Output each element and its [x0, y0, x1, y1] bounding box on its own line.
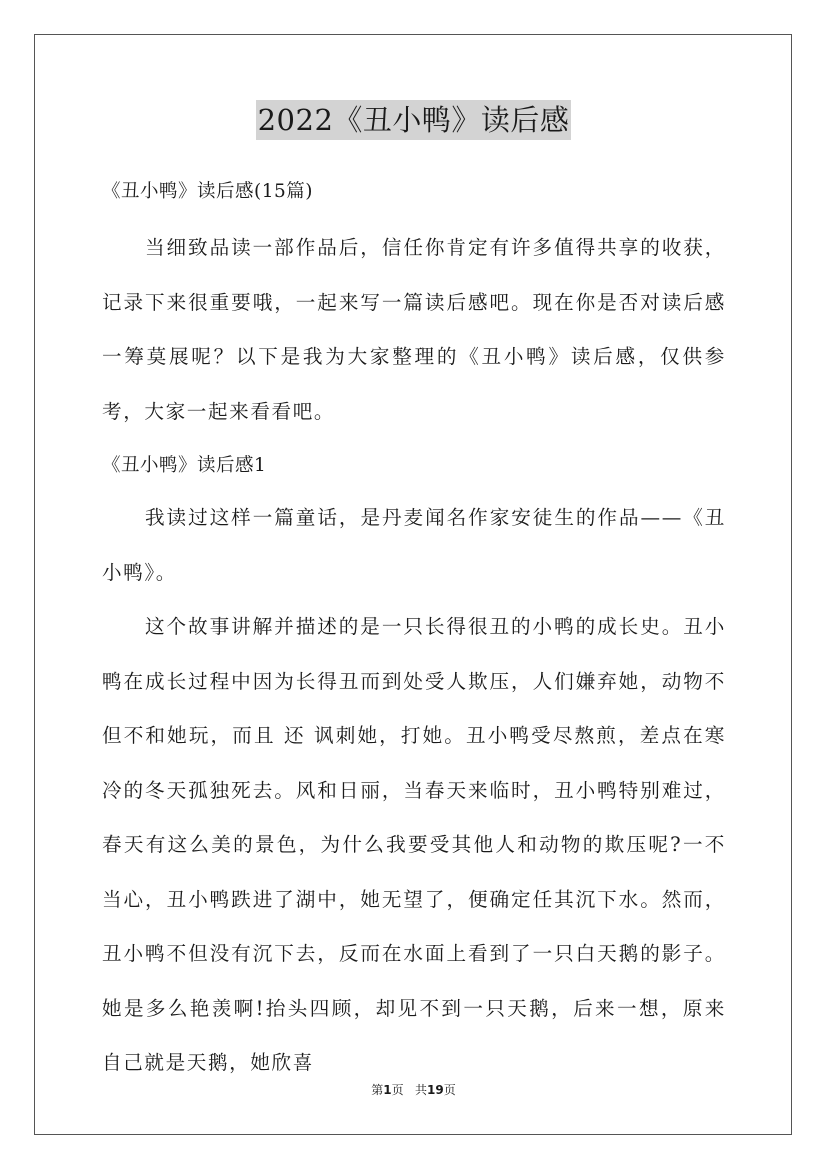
footer-page-number: 1	[383, 1083, 392, 1097]
footer-page-total: 19	[427, 1083, 444, 1097]
body-paragraph-1: 我读过这样一篇童话，是丹麦闻名作家安徒生的作品——《丑小鸭》。	[102, 506, 726, 584]
document-title[interactable]: 2022《丑小鸭》读后感	[256, 100, 572, 140]
body-paragraph-2: 这个故事讲解并描述的是一只长得很丑的小鸭的成长史。丑小鸭在成长过程中因为长得丑而到处受人欺压，人们嫌弃她，动物不但不和她玩，而且 还 讽刺她，打她。丑小鸭受尽熬煎，差点在寒冷的冬天孤独死去。风和日丽，当春天来临时，丑小鸭特别难过，春天有这么美的景色，为什么我要受其他人和动物的欺压呢?一不当心，丑小鸭跌进了湖中，她无望了，便确定任其沉下水。然而，丑小鸭不但没有沉下去，反而在水面上看到了一只白天鹅的影子。她是多么艳羡啊!抬头四顾，却见不到一只天鹅，后来一想，原来自己就是天鹅，她欣喜	[102, 615, 726, 1074]
collection-subtitle: 《丑小鸭》读后感(15篇)	[102, 181, 313, 202]
footer-page-prefix: 第	[371, 1083, 384, 1097]
footer-page-mid: 页 共	[391, 1083, 428, 1097]
intro-paragraph: 当细致品读一部作品后，信任你肯定有许多值得共享的收获，记录下来很重要哦，一起来写一篇读后感吧。现在你是否对读后感一筹莫展呢？以下是我为大家整理的《丑小鸭》读后感，仅供参考，大家一起来看看吧。	[102, 236, 726, 423]
section-heading: 《丑小鸭》读后感1	[102, 455, 267, 476]
page-footer	[0, 1082, 827, 1098]
footer-page-suffix: 页	[443, 1083, 456, 1097]
title-container	[0, 100, 827, 140]
